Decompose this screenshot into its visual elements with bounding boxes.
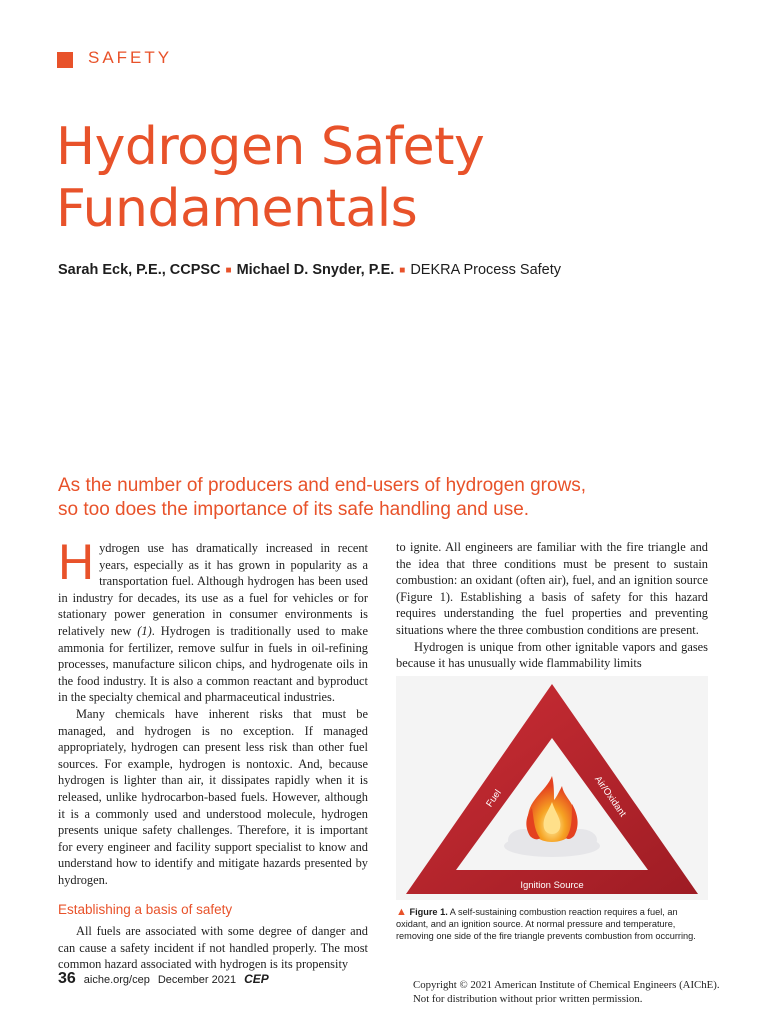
fire-triangle-figure — [396, 676, 708, 900]
ignition-source-label: Ignition Source — [520, 880, 584, 891]
caption-label: Figure 1. — [409, 907, 448, 917]
figure-caption — [396, 906, 712, 942]
deck-line-2: so too does the importance of its safe handling and use. — [58, 499, 530, 520]
body-paragraph-4: to ignite. All engineers are familiar with the fire triangle and the idea that three conditions must be present to sustain combustion: an oxidant (often air), fuel, and an ignition source (Figure 1). Establishing a basis of safety for this hazard requires understanding the fuel properties and preventing situations where the three combustion conditions are present. — [396, 540, 708, 637]
author-1: Sarah Eck, P.E., CCPSC — [58, 262, 221, 278]
byline-separator-1: ■ — [225, 265, 232, 276]
section-label: SAFETY — [88, 48, 173, 67]
paragraph-1-text: ydrogen use has dramatically increased in recent years, especially as it has grown in popularity as a transportation fuel. Although hydrogen has been used in industry for decades, its use as a fuel for vehicles or for stationary power generation in consumer environments is relatively new — [58, 541, 368, 638]
page-number: 36 — [58, 970, 76, 987]
copyright-line-1: Copyright © 2021 American Institute of Chemical Engineers (AIChE). — [413, 979, 720, 991]
paragraph-1-text-continued: . Hydrogen is traditionally used to make ammonia for fertilizer, remove sulfur in fuels in oil-refining processes, manufacture silicon chips, and hydrogenate oils in the food industry. It is also a common reactant and byproduct in the specialty chemical and pharmaceutical industries. — [58, 623, 368, 705]
magazine-logo: CEP — [244, 972, 269, 986]
body-column-left — [58, 534, 368, 973]
body-paragraph-2: Many chemicals have inherent risks that must be managed, and hydrogen is no exception. If managed appropriately, hydrogen can present less risk than other fuel sources. For example, hydrogen is nontoxic. And, because hydrogen is lighter than air, it dissipates rapidly when it is released, unlike hydrocarbon-based fuels. However, although it is a commonly used and understood molecule, hydrogen presents unique safety challenges. Therefore, it is important for every engineer and facility support specialist to know and understand how to identify and mitigate hazards presented by hydrogen. — [58, 706, 368, 887]
article-title — [56, 116, 716, 240]
body-paragraph-3: All fuels are associated with some degree of danger and can cause a safety incident if not handled properly. The most common hazard associated with hydrogen is its propensity — [58, 924, 368, 972]
page-footer — [58, 970, 269, 988]
author-byline — [58, 262, 561, 278]
author-2: Michael D. Snyder, P.E. — [236, 262, 395, 278]
flame-icon — [526, 776, 577, 842]
caption-text: A self-sustaining combustion reaction requires a fuel, an oxidant, and an ignition source. At normal pressure and temperature, removing one side of the fire triangle prevents combustion from occurring. — [396, 907, 696, 941]
body-column-right — [396, 539, 708, 672]
reference-1: (1) — [137, 623, 152, 638]
title-line-1: Hydrogen Safety — [56, 117, 485, 177]
author-affiliation: DEKRA Process Safety — [410, 262, 562, 278]
drop-cap: H — [58, 534, 95, 590]
body-paragraph-1 — [58, 534, 368, 706]
byline-separator-2: ■ — [399, 265, 406, 276]
copyright-notice — [413, 979, 733, 1006]
section-marker — [57, 52, 73, 68]
deck-line-1: As the number of producers and end-users of hydrogen grows, — [58, 475, 587, 496]
air-oxidant-label: Air/Oxidant — [592, 774, 629, 819]
fuel-label: Fuel — [484, 787, 504, 810]
body-paragraph-5: Hydrogen is unique from other ignitable vapors and gases because it has unusually wide flammability limits — [396, 639, 708, 671]
copyright-line-2: Not for distribution without prior written permission. — [413, 992, 643, 1005]
title-line-2: Fundamentals — [56, 179, 418, 239]
article-deck — [58, 474, 708, 522]
section-subhead: Establishing a basis of safety — [58, 902, 233, 918]
footer-date: December 2021 — [157, 974, 237, 986]
footer-website: aiche.org/cep — [83, 974, 150, 986]
caption-triangle-icon: ▲ — [396, 906, 407, 918]
